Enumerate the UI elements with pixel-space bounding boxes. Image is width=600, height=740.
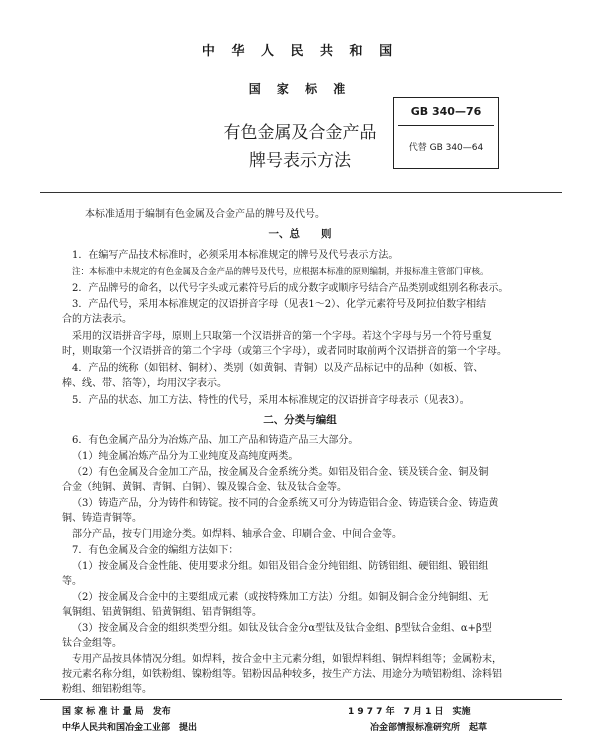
standard-code: GB 340—76 [410,105,482,118]
standard-box-divider [398,125,494,126]
section-heading-general: 一、总 则 [268,228,332,240]
intro-text: 本标准适用于编制有色金属及合金产品的牌号及代号。 [85,209,325,220]
paragraph: 部分产品，按专门用途分类。如焊料、轴承合金、印刷合金、中间合金等。 [72,529,402,540]
paragraph-continued: 粉组、细铝粉组等。 [62,684,152,695]
paragraph: 6．有色金属产品分为冶炼产品、加工产品和铸造产品三大部分。 [72,435,359,446]
standard-type: 国 家 标 准 [248,82,352,96]
paragraph: （2）按金属及合金中的主要组成元素（或按特殊加工方法）分组。如铜及铜合金分纯铜组、无 [72,592,489,603]
header-divider [40,192,562,193]
footer-divider [40,699,562,700]
standard-code-box [393,97,499,169]
paragraph-continued: 合金（纯铜、黄铜、青铜、白铜）、镍及镍合金、钛及钛合金等。 [62,482,347,493]
paragraph: 3．产品代号，采用本标准规定的汉语拼音字母（见表1～2）、化学元素符号及阿拉伯数字相结 [72,299,487,310]
paragraph-continued: 合的方法表示。 [62,314,132,325]
document-title-line2: 牌号表示方法 [249,151,351,171]
paragraph: （3）铸造产品，分为铸件和铸锭。按不同的合金系统又可分为铸造铝合金、铸造镁合金、铸造黄 [72,498,499,509]
paragraph: （3）按金属及合金的组织类型分组。如钛及钛合金分α型钛及钛合金组、β型钛合金组、α+β型 [72,623,492,634]
paragraph: 采用的汉语拼音字母，原则上只取第一个汉语拼音的第一个字母。若这个字母与另一个符号重复 [72,331,492,342]
paragraph-continued: 时，则取第一个汉语拼音的第二个字母（或第三个字母），或者同时取前两个汉语拼音的第一个字母。 [62,346,507,357]
note: 注：本标准中未规定的有色金属及合金产品的牌号及代号，应根据本标准的原则编制，并报标准主管部门审核。 [72,267,489,277]
country-name: 中 华 人 民 共 和 国 [201,44,399,59]
paragraph-continued: 棒、线、带、箔等），均用汉字表示。 [62,378,227,389]
paragraph: 4．产品的统称（如铝材、铜材）、类别（如黄铜、青铜）以及产品标记中的品种（如板、管、 [72,363,484,374]
section-heading-classification: 二、分类与编组 [263,414,337,426]
paragraph-continued: 按元素名称分组，如铁粉组、镍粉组等。铝粉因品种较多，按生产方法、用途分为喷铝粉组、涂料铝 [62,669,502,680]
paragraph: 5．产品的状态、加工方法、特性的代号，采用本标准规定的汉语拼音字母表示（见表3）。 [72,395,470,406]
paragraph: 1．在编写产品技术标准时，必须采用本标准规定的牌号及代号表示方法。 [72,250,399,261]
document-title-line1: 有色金属及合金产品 [223,123,377,143]
paragraph-continued: 等。 [62,576,82,587]
proposer: 中华人民共和国冶金工业部 提出 [62,723,198,733]
paragraph: 专用产品按具体情况分组。如焊料，按合金中主元素分组，如银焊料组、铜焊料组等；金属粉末， [72,654,502,665]
paragraph-continued: 铜、铸造青铜等。 [62,513,142,524]
replaces-standard: 代替 GB 340—64 [408,143,484,153]
paragraph-continued: 氧铜组、铝黄铜组、铅黄铜组、铝青铜组等。 [62,607,262,618]
paragraph: （1）纯金属冶炼产品分为工业纯度及高纯度两类。 [72,451,299,462]
paragraph: （2）有色金属及合金加工产品，按金属及合金系统分类。如铝及铝合金、镁及镁合金、铜及铜 [72,467,489,478]
paragraph-continued: 钛合金组等。 [62,638,122,649]
issuer: 国 家 标 准 计 量 局 发布 [62,707,171,717]
paragraph: 7．有色金属及合金的编组方法如下： [72,545,239,556]
paragraph: 2．产品牌号的命名，以代号字头或元素符号后的成分数字或顺序号结合产品类别或组别名称表示。 [72,283,509,294]
effective-date: 1 9 7 7 年 7 月 1 日 实施 [348,707,471,717]
paragraph: （1）按金属及合金性能、使用要求分组。如铝及铝合金分纯铝组、防锈铝组、硬铝组、锻铝组 [72,561,489,572]
drafter: 冶金部情报标准研究所 起草 [370,723,488,733]
